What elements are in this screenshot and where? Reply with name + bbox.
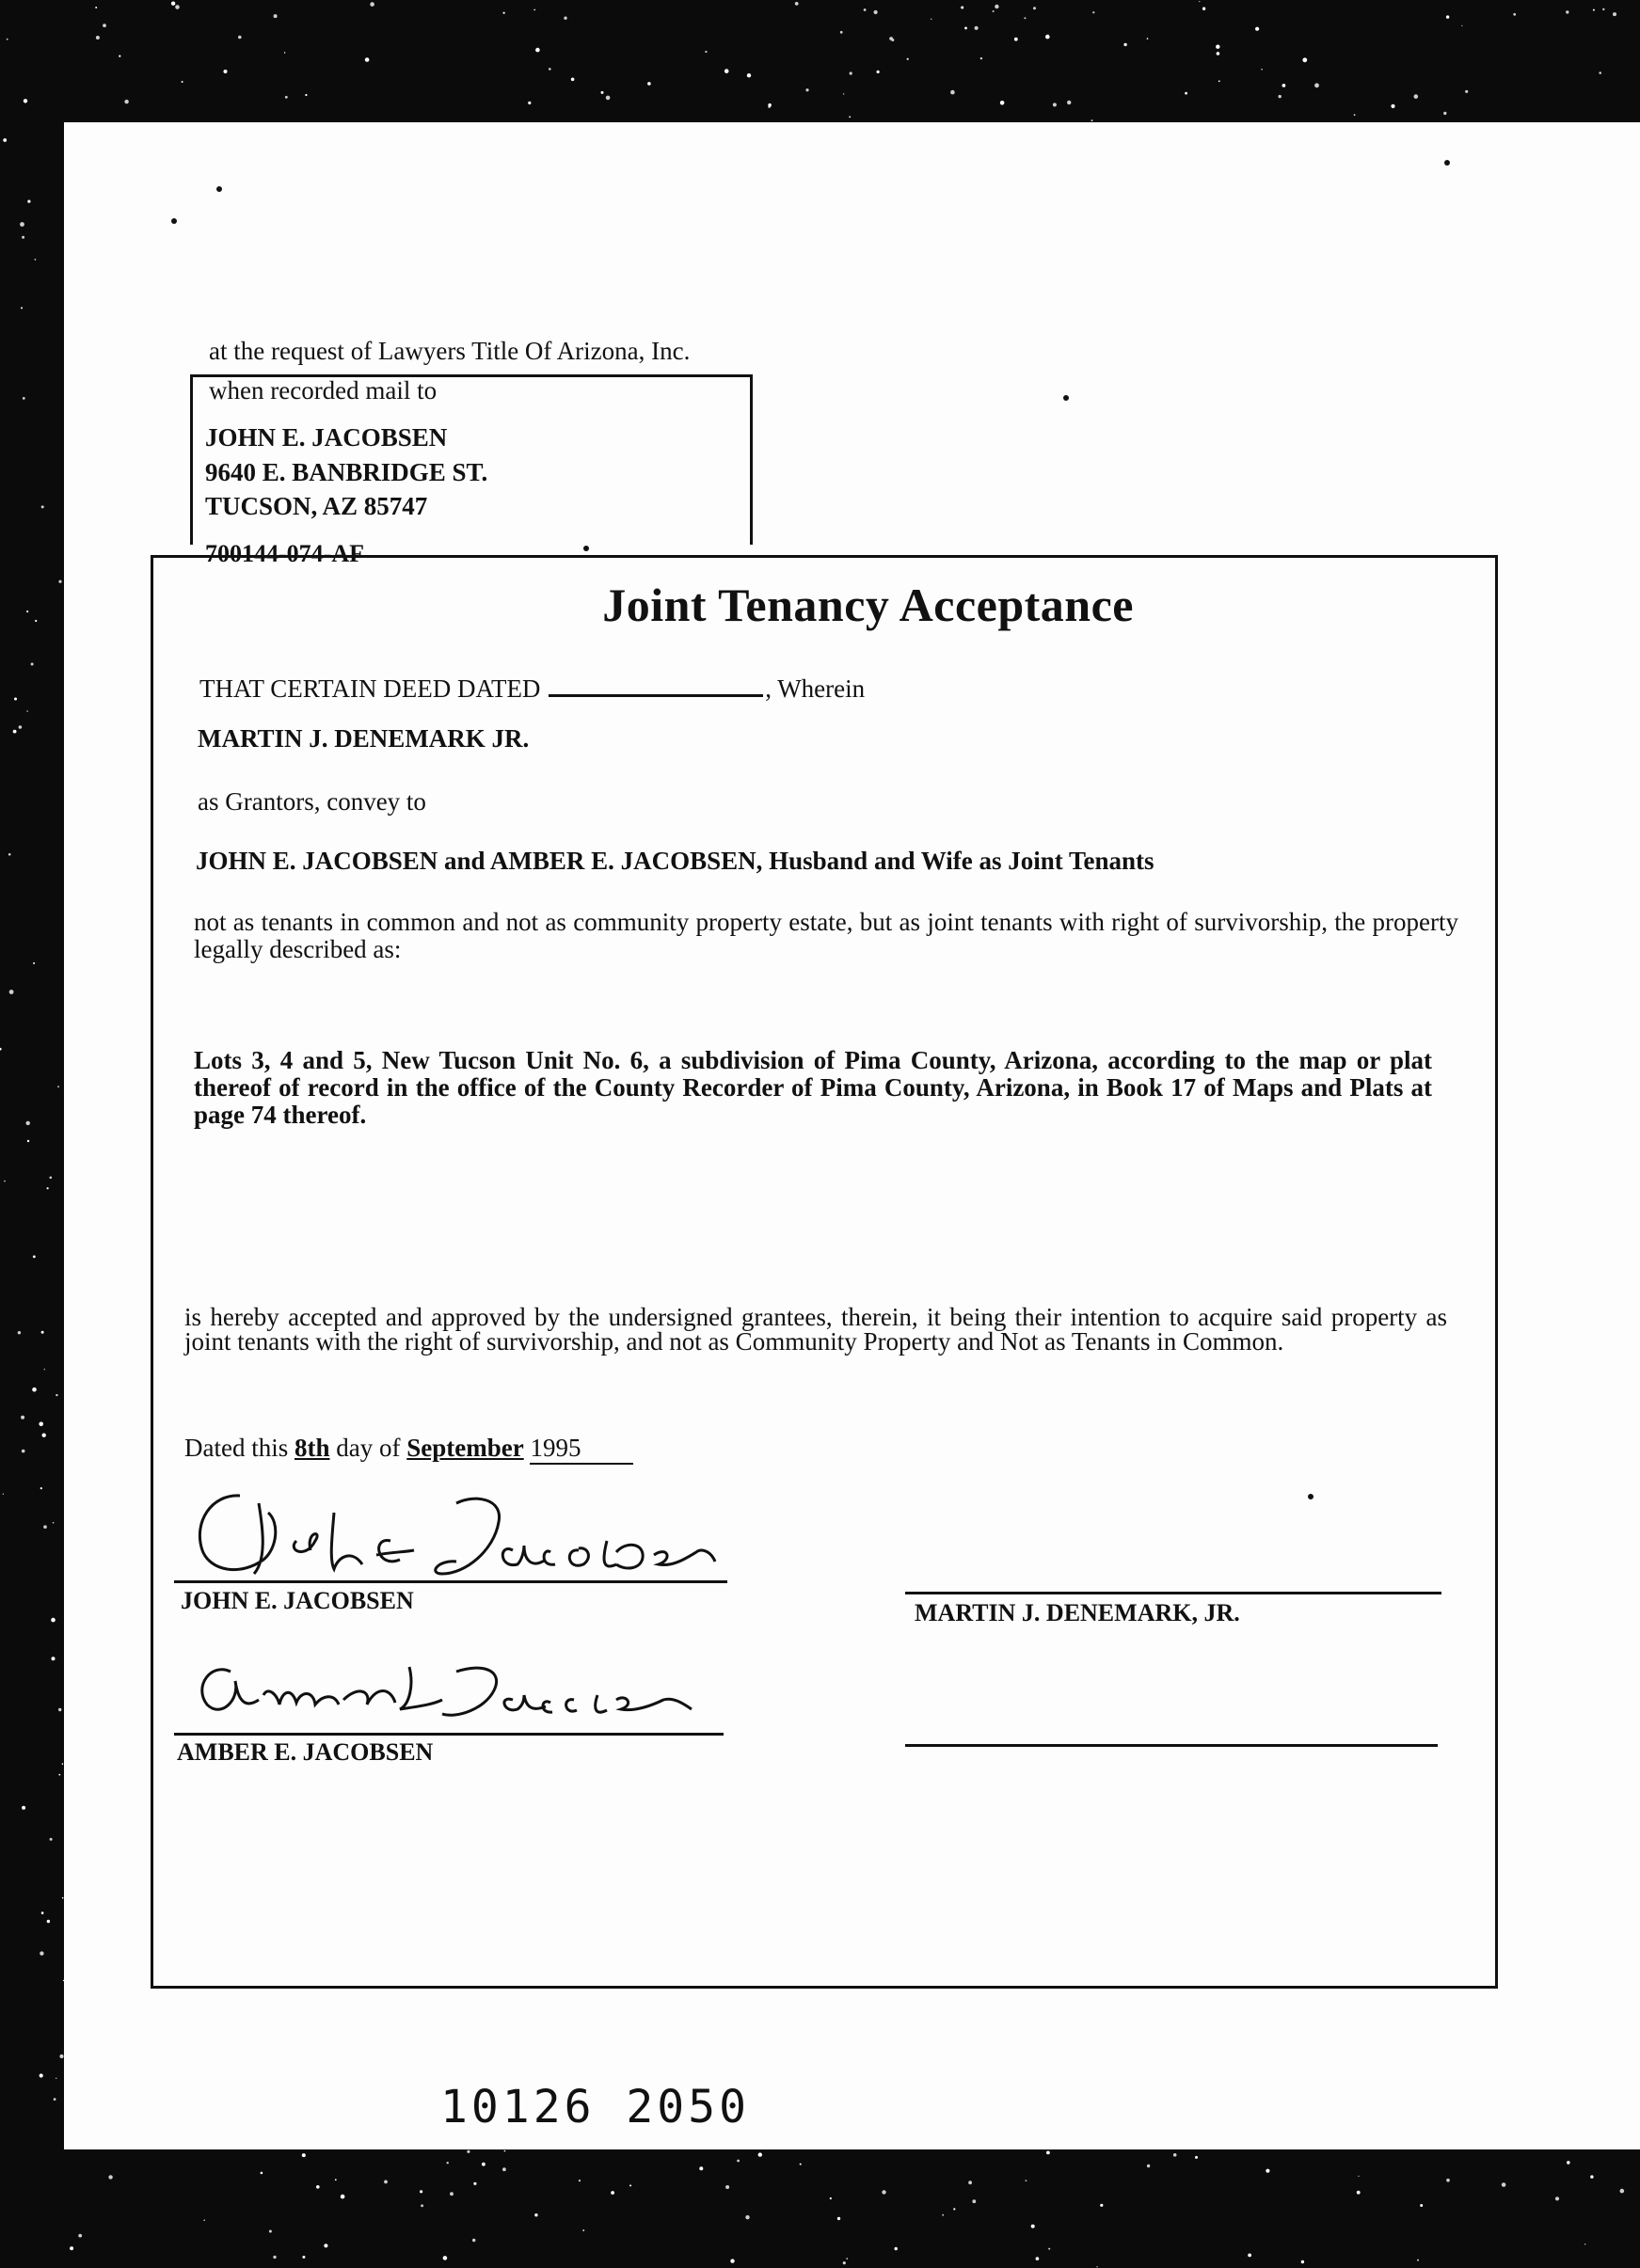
john-signature-name: JOHN E. JACOBSEN [181, 1587, 414, 1614]
john-signature-line [174, 1580, 727, 1583]
deed-dated-suffix: , Wherein [765, 674, 866, 703]
legal-description: Lots 3, 4 and 5, New Tucson Unit No. 6, a subdivision of Pima County, Arizona, according to the map or plat thereof of record in the office of the County Recorder of Pima County, Arizona, in Book 17 of Maps and Plats at page 74 thereof. [194, 1046, 1432, 1129]
grantor-signature-name: MARTIN J. DENEMARK, JR. [915, 1599, 1240, 1626]
mail-to-street: 9640 E. BANBRIDGE ST. [205, 458, 488, 486]
amber-jacobsen-signature [174, 1648, 729, 1733]
mail-to-label: when recorded mail to [209, 376, 438, 404]
deed-dated-line [199, 674, 865, 704]
john-jacobsen-signature [174, 1484, 729, 1588]
grantor-name: MARTIN J. DENEMARK JR. [198, 724, 530, 753]
mail-to-city: TUCSON, AZ 85747 [205, 492, 428, 520]
dated-day: 8th [294, 1434, 330, 1462]
dated-year: 1995 [530, 1434, 633, 1465]
mail-to-name: JOHN E. JACOBSEN [205, 423, 448, 452]
document-title: Joint Tenancy Acceptance [602, 579, 1134, 631]
dated-line [184, 1434, 633, 1465]
file-number: 700144-074-AF [205, 540, 364, 567]
grantors-convey: as Grantors, convey to [198, 787, 426, 816]
grantor-signature-line [905, 1592, 1441, 1594]
dated-month: September [406, 1434, 524, 1462]
deed-box [151, 555, 1498, 1989]
amber-signature-line [174, 1733, 724, 1736]
deed-dated-prefix: THAT CERTAIN DEED DATED [199, 674, 541, 703]
recording-stamp: 10126 2050 [440, 2081, 750, 2133]
amber-signature-name: AMBER E. JACOBSEN [177, 1738, 434, 1766]
dated-middle: day of [336, 1434, 401, 1462]
deed-date-blank [549, 694, 763, 697]
second-grantor-signature-line [905, 1744, 1438, 1747]
request-line: at the request of Lawyers Title Of Arizona, Inc. [209, 337, 691, 365]
acceptance-clause: is hereby accepted and approved by the undersigned grantees, therein, it being their intention to acquire said property as joint tenants with the right of survivorship, and not as Community Property and Not as Tenants in Common. [184, 1303, 1447, 1356]
dated-prefix: Dated this [184, 1434, 289, 1462]
grantees-line: JOHN E. JACOBSEN and AMBER E. JACOBSEN, Husband and Wife as Joint Tenants [196, 847, 1154, 875]
tenancy-clause: not as tenants in common and not as community property estate, but as joint tenants with right of survivorship, the property legally described as: [194, 908, 1458, 963]
